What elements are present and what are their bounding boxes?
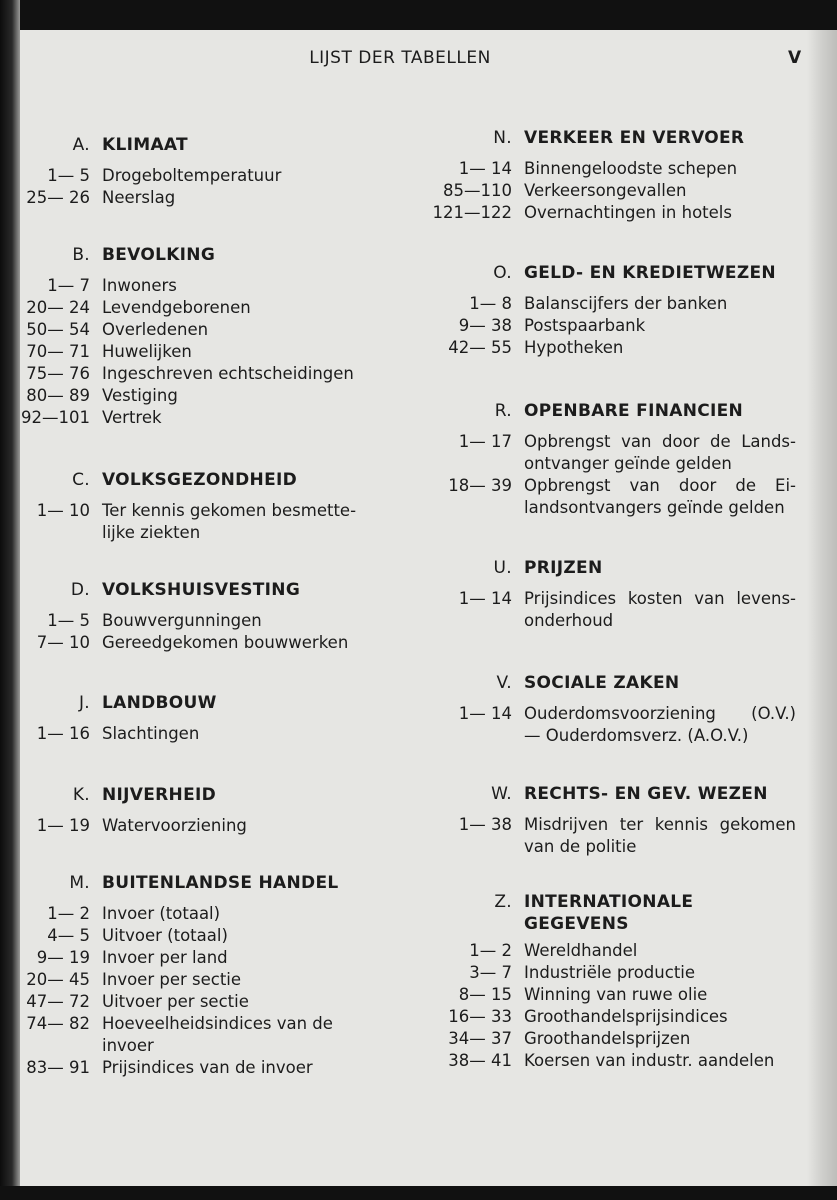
toc-entry	[18, 187, 281, 209]
toc-entry	[420, 1028, 796, 1050]
table-title: Vestiging	[102, 386, 178, 405]
table-title: van de politie	[524, 837, 637, 856]
toc-entry	[420, 588, 796, 632]
table-title: Gereedgekomen bouwwerken	[102, 633, 349, 652]
section-letter: A.	[72, 135, 90, 155]
section-title: VOLKSHUISVESTING	[102, 580, 301, 600]
table-number-range: 25— 26	[26, 188, 90, 207]
section-heading	[420, 123, 796, 153]
section-prijzen	[420, 553, 796, 632]
toc-entry	[18, 319, 354, 341]
table-title: Inwoners	[102, 276, 177, 295]
table-number-range: 1— 2	[47, 904, 90, 923]
toc-entry	[420, 158, 796, 180]
table-title: Drogeboltemperatuur	[102, 166, 282, 185]
table-title: Postspaarbank	[524, 316, 646, 335]
table-title: lijke ziekten	[102, 523, 201, 542]
section-heading	[420, 553, 796, 583]
scan-border-left	[0, 0, 20, 1200]
section-title: NIJVERHEID	[102, 785, 217, 805]
table-title: Groothandelsprijzen	[524, 1029, 691, 1048]
table-number-range: 4— 5	[47, 926, 90, 945]
toc-entry	[420, 1050, 796, 1072]
section-letter: C.	[72, 470, 90, 490]
scan-border-top	[0, 0, 837, 30]
section-title: GELD- EN KREDIETWEZEN	[524, 263, 776, 283]
section-heading	[18, 575, 348, 605]
table-number-range: 18— 39	[448, 476, 512, 495]
table-title: Hypotheken	[524, 338, 624, 357]
table-number-range: 1— 14	[458, 589, 512, 608]
toc-entry	[18, 165, 281, 187]
toc-entry	[18, 500, 356, 544]
table-title: Misdrijven ter kennis gekomen	[524, 815, 796, 834]
table-title: Watervoorziening	[102, 816, 247, 835]
toc-entry	[18, 297, 354, 319]
section-letter: K.	[72, 785, 90, 805]
toc-entry	[18, 275, 354, 297]
toc-entry	[18, 991, 339, 1013]
table-title: Balanscijfers der banken	[524, 294, 728, 313]
section-internationale-gegevens	[420, 891, 796, 1072]
table-number-range: 80— 89	[26, 386, 90, 405]
toc-entry	[420, 315, 796, 337]
section-geld-en-kredietwezen	[420, 258, 796, 359]
table-number-range: 1— 14	[458, 159, 512, 178]
section-letter: R.	[494, 401, 512, 421]
table-number-range: 42— 55	[448, 338, 512, 357]
table-number-range: 1— 2	[469, 941, 512, 960]
table-number-range: 121—122	[432, 203, 512, 222]
toc-entry	[420, 293, 796, 315]
toc-entry	[420, 202, 796, 224]
page-number: V	[788, 48, 802, 68]
table-title: Uitvoer (totaal)	[102, 926, 228, 945]
toc-entry	[18, 363, 354, 385]
toc-entry	[18, 723, 217, 745]
table-number-range: 1— 10	[36, 501, 90, 520]
section-heading	[420, 258, 796, 288]
section-letter: U.	[493, 558, 512, 578]
section-title: PRIJZEN	[524, 558, 603, 578]
section-title: OPENBARE FINANCIEN	[524, 401, 744, 421]
toc-entry	[18, 341, 354, 363]
toc-entry	[18, 815, 247, 837]
table-title: Wereldhandel	[524, 941, 638, 960]
table-title: Groothandelsprijsindices	[524, 1007, 728, 1026]
table-number-range: 1— 8	[469, 294, 512, 313]
table-number-range: 8— 15	[458, 985, 512, 1004]
table-number-range: 1— 19	[36, 816, 90, 835]
table-number-range: 1— 17	[458, 432, 512, 451]
table-number-range: 47— 72	[26, 992, 90, 1011]
section-heading	[18, 688, 217, 718]
table-title: ontvanger geïnde gelden	[524, 454, 732, 473]
table-title: Opbrengst van door de Lands-	[524, 432, 796, 451]
table-number-range: 1— 14	[458, 704, 512, 723]
section-title: SOCIALE ZAKEN	[524, 673, 680, 693]
section-openbare-financien	[420, 396, 796, 519]
table-number-range: 1— 5	[47, 611, 90, 630]
section-title: BUITENLANDSE HANDEL	[102, 873, 339, 893]
table-title: Prijsindices kosten van levens-	[524, 589, 796, 608]
section-heading	[18, 130, 281, 160]
table-title: onderhoud	[524, 611, 614, 630]
section-title: BEVOLKING	[102, 245, 216, 265]
toc-entry	[420, 703, 796, 747]
table-title: Hoeveelheidsindices van de	[102, 1014, 333, 1033]
toc-entry	[420, 984, 796, 1006]
section-bevolking	[18, 240, 354, 429]
section-heading	[18, 868, 339, 898]
section-nijverheid	[18, 780, 247, 837]
table-title: Invoer per sectie	[102, 970, 242, 989]
section-letter: J.	[78, 693, 90, 713]
toc-entry	[420, 180, 796, 202]
scan-border-bottom	[0, 1186, 837, 1200]
section-verkeer-en-vervoer	[420, 123, 796, 224]
table-number-range: 34— 37	[448, 1029, 512, 1048]
page-edge	[807, 30, 837, 1190]
section-landbouw	[18, 688, 217, 745]
table-title: Ingeschreven echtscheidingen	[102, 364, 354, 383]
table-number-range: 74— 82	[26, 1014, 90, 1033]
table-number-range: 20— 24	[26, 298, 90, 317]
table-title: Ter kennis gekomen besmette-	[102, 501, 357, 520]
table-title: Vertrek	[102, 408, 162, 427]
toc-entry	[420, 962, 796, 984]
table-number-range: 16— 33	[448, 1007, 512, 1026]
section-buitenlandse-handel	[18, 868, 339, 1079]
section-letter: D.	[70, 580, 90, 600]
table-number-range: 1— 38	[458, 815, 512, 834]
section-letter: M.	[69, 873, 90, 893]
table-title: Prijsindices van de invoer	[102, 1058, 313, 1077]
section-title-line: GEGEVENS	[524, 914, 629, 934]
table-number-range: 20— 45	[26, 970, 90, 989]
section-letter: V.	[496, 673, 512, 693]
section-heading	[18, 465, 356, 495]
section-title-line: INTERNATIONALE	[524, 892, 694, 912]
table-number-range: 9— 38	[458, 316, 512, 335]
section-title: RECHTS- EN GEV. WEZEN	[524, 784, 768, 804]
table-title: Invoer (totaal)	[102, 904, 221, 923]
table-number-range: 75— 76	[26, 364, 90, 383]
table-title: landsontvangers geïnde gelden	[524, 498, 785, 517]
table-title: Winning van ruwe olie	[524, 985, 708, 1004]
toc-entry	[18, 610, 348, 632]
section-klimaat	[18, 130, 281, 209]
table-title: Uitvoer per sectie	[102, 992, 249, 1011]
table-title: Verkeersongevallen	[524, 181, 687, 200]
section-title: VOLKSGEZONDHEID	[102, 470, 298, 490]
section-heading	[420, 668, 796, 698]
toc-entry	[420, 431, 796, 475]
section-heading	[420, 396, 796, 426]
toc-entry	[18, 407, 354, 429]
section-letter: O.	[493, 263, 512, 283]
table-number-range: 83— 91	[26, 1058, 90, 1077]
toc-entry	[18, 947, 339, 969]
section-letter: Z.	[494, 892, 512, 912]
table-title: Opbrengst van door de Ei-	[524, 476, 796, 495]
table-title: Koersen van industr. aandelen	[524, 1051, 775, 1070]
table-title: Overledenen	[102, 320, 209, 339]
table-number-range: 92—101	[21, 408, 90, 427]
toc-entry	[420, 1006, 796, 1028]
table-number-range: 50— 54	[26, 320, 90, 339]
toc-entry	[18, 1057, 339, 1079]
table-title: Bouwvergunningen	[102, 611, 262, 630]
table-number-range: 7— 10	[36, 633, 90, 652]
toc-entry	[18, 1013, 339, 1057]
table-title: Overnachtingen in hotels	[524, 203, 732, 222]
section-volkshuisvesting	[18, 575, 348, 654]
table-title: Neerslag	[102, 188, 176, 207]
section-title: VERKEER EN VERVOER	[524, 128, 745, 148]
table-title: Ouderdomsvoorziening (O.V.)	[524, 704, 796, 723]
table-number-range: 1— 16	[36, 724, 90, 743]
section-heading	[18, 780, 247, 810]
table-title: invoer	[102, 1036, 154, 1055]
toc-entry	[18, 925, 339, 947]
table-title: Slachtingen	[102, 724, 200, 743]
section-heading	[18, 240, 354, 270]
table-number-range: 9— 19	[36, 948, 90, 967]
table-title: Levendgeborenen	[102, 298, 251, 317]
section-title	[524, 891, 796, 935]
toc-entry	[18, 969, 339, 991]
toc-entry	[18, 385, 354, 407]
page-title: LIJST DER TABELLEN	[309, 48, 491, 68]
section-sociale-zaken	[420, 668, 796, 747]
section-heading	[420, 891, 796, 935]
section-title: LANDBOUW	[102, 693, 217, 713]
section-rechts-en-gev-wezen	[420, 779, 796, 858]
section-volksgezondheid	[18, 465, 356, 544]
toc-entry	[18, 632, 348, 654]
toc-entry	[420, 814, 796, 858]
table-number-range: 1— 7	[47, 276, 90, 295]
table-title: — Ouderdomsverz. (A.O.V.)	[524, 726, 749, 745]
table-number-range: 1— 5	[47, 166, 90, 185]
table-number-range: 85—110	[443, 181, 512, 200]
toc-entry	[420, 475, 796, 519]
table-title: Invoer per land	[102, 948, 228, 967]
toc-entry	[420, 337, 796, 359]
table-number-range: 38— 41	[448, 1051, 512, 1070]
section-title: KLIMAAT	[102, 135, 188, 155]
toc-entry	[18, 903, 339, 925]
section-letter: N.	[493, 128, 512, 148]
section-letter: B.	[72, 245, 90, 265]
table-title: Industriële productie	[524, 963, 696, 982]
section-letter: W.	[491, 784, 512, 804]
table-number-range: 3— 7	[469, 963, 512, 982]
toc-entry	[420, 940, 796, 962]
table-title: Huwelijken	[102, 342, 192, 361]
section-heading	[420, 779, 796, 809]
table-title: Binnengeloodste schepen	[524, 159, 738, 178]
table-number-range: 70— 71	[26, 342, 90, 361]
